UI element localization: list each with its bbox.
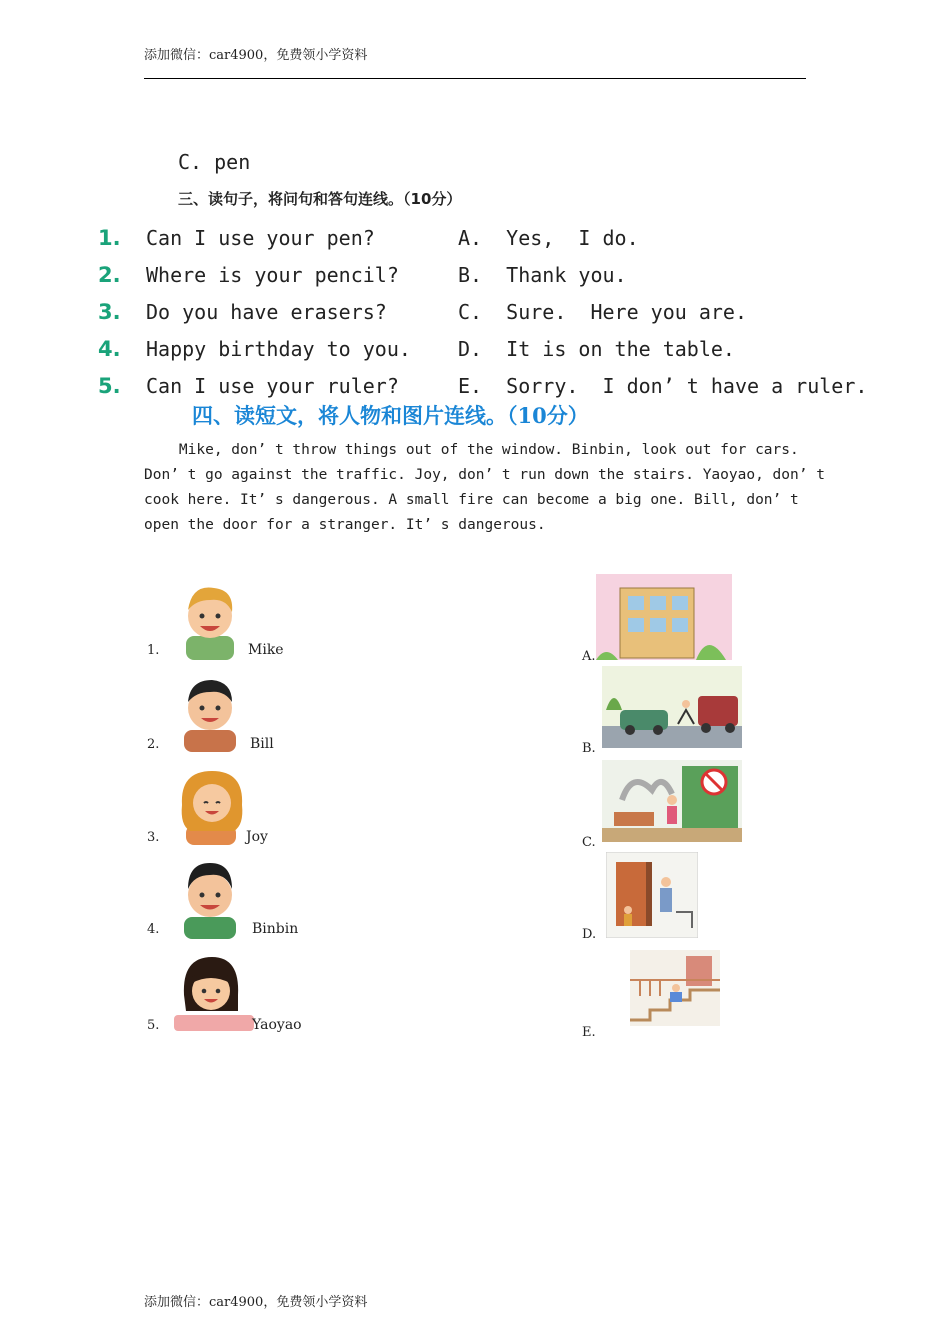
scene-letter: E. bbox=[582, 1025, 596, 1040]
scene-letter: C. bbox=[582, 835, 596, 850]
scene-e bbox=[580, 950, 760, 1040]
scene-letter: A. bbox=[582, 649, 596, 664]
person-number: 1. bbox=[147, 643, 160, 658]
question-number: 2. bbox=[98, 263, 121, 287]
person-name: Mike bbox=[248, 642, 284, 658]
question-number: 1. bbox=[98, 226, 121, 250]
question-text: Happy birthday to you. bbox=[146, 337, 411, 361]
passage-line: Don’ t go against the traffic. Joy, don’ t run down the stairs. Yaoyao, don’ t bbox=[144, 467, 825, 483]
section-3-title: 三、读句子，将问句和答句连线。（10分） bbox=[178, 190, 462, 208]
question-text: Can I use your ruler? bbox=[146, 374, 399, 398]
boy-portrait-illustration bbox=[174, 857, 246, 939]
header-divider bbox=[144, 78, 806, 79]
scene-c bbox=[580, 760, 760, 850]
traffic-street-scene-illustration bbox=[602, 666, 742, 748]
question-text: Do you have erasers? bbox=[146, 300, 387, 324]
cooking-fire-scene-illustration bbox=[602, 760, 742, 842]
section-4-title: 四、读短文，将人物和图片连线。（10分） bbox=[192, 403, 589, 428]
person-number: 5. bbox=[147, 1018, 160, 1033]
person-yaoyao bbox=[144, 953, 344, 1033]
boy-portrait-illustration bbox=[174, 578, 246, 660]
scene-d bbox=[580, 852, 760, 942]
question-text: Can I use your pen? bbox=[146, 226, 375, 250]
question-row bbox=[0, 263, 950, 293]
person-number: 2. bbox=[147, 737, 160, 752]
building-window-scene-illustration bbox=[596, 574, 732, 660]
person-bill bbox=[144, 672, 344, 752]
girl-portrait-illustration bbox=[174, 953, 254, 1031]
person-binbin bbox=[144, 857, 344, 937]
page-footer: 添加微信：car4900，免费领小学资料 bbox=[144, 1295, 368, 1310]
scene-letter: B. bbox=[582, 741, 596, 756]
question-number: 5. bbox=[98, 374, 121, 398]
answer-text: C. Sure. Here you are. bbox=[458, 300, 747, 324]
person-name: Yaoyao bbox=[252, 1017, 302, 1033]
reading-passage bbox=[144, 438, 824, 538]
page-header: 添加微信：car4900，免费领小学资料 bbox=[144, 48, 368, 63]
person-joy bbox=[144, 765, 344, 845]
door-stranger-scene-illustration bbox=[606, 852, 698, 938]
passage-line: open the door for a stranger. It’ s dangerous. bbox=[144, 517, 546, 533]
stairs-running-scene-illustration bbox=[630, 950, 720, 1026]
person-number: 3. bbox=[147, 830, 160, 845]
question-row bbox=[0, 300, 950, 330]
person-mike bbox=[144, 578, 344, 658]
person-name: Binbin bbox=[252, 921, 299, 937]
passage-line: cook here. It’ s dangerous. A small fire can become a big one. Bill, don’ t bbox=[144, 492, 799, 508]
answer-text: D. It is on the table. bbox=[458, 337, 735, 361]
answer-text: A. Yes, I do. bbox=[458, 226, 639, 250]
previous-question-option: C. pen bbox=[178, 150, 251, 174]
answer-text: E. Sorry. I don’ t have a ruler. bbox=[458, 374, 868, 398]
question-row bbox=[0, 226, 950, 256]
question-number: 3. bbox=[98, 300, 121, 324]
scene-letter: D. bbox=[582, 927, 597, 942]
scene-a bbox=[580, 574, 760, 664]
scene-b bbox=[580, 666, 760, 756]
boy-portrait-illustration bbox=[174, 672, 246, 752]
question-row bbox=[0, 337, 950, 367]
person-number: 4. bbox=[147, 922, 160, 937]
answer-text: B. Thank you. bbox=[458, 263, 627, 287]
person-name: Joy bbox=[246, 829, 268, 845]
passage-line: Mike, don’ t throw things out of the window. Binbin, look out for cars. bbox=[144, 442, 799, 458]
girl-portrait-illustration bbox=[174, 765, 250, 845]
question-number: 4. bbox=[98, 337, 121, 361]
question-text: Where is your pencil? bbox=[146, 263, 399, 287]
person-name: Bill bbox=[250, 736, 274, 752]
